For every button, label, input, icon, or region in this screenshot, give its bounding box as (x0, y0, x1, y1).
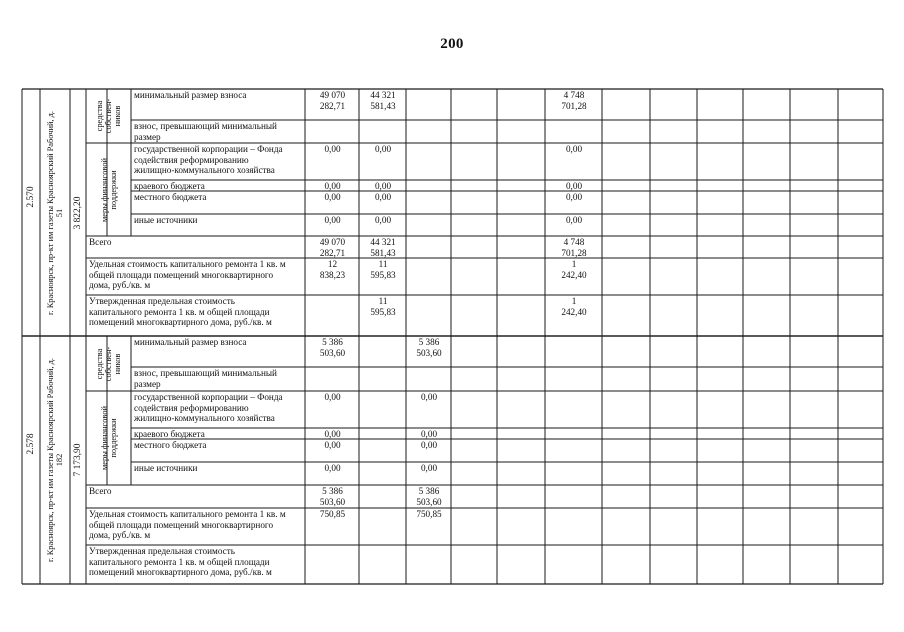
value-cell (308, 296, 357, 336)
value-cell (362, 337, 404, 367)
value-cell (500, 337, 543, 367)
row-label: Удельная стоимость капитального ремонта 1 кв. м общей площади помещений многоквартирного дома, руб./кв. м (89, 509, 286, 540)
value-cell: 5 386 503,60 (319, 486, 346, 507)
value-cell (500, 509, 543, 545)
value-cell (548, 440, 600, 462)
value-cell (409, 192, 449, 214)
value-cell: 0,00 (324, 392, 341, 402)
value-cell (454, 546, 495, 584)
value-cell (454, 181, 495, 191)
value-cell (500, 486, 543, 508)
value-cell: 0,00 (324, 215, 341, 225)
value-cell: 0,00 (565, 144, 583, 154)
value-cell: 0,00 (324, 192, 341, 202)
value-cell (548, 509, 600, 545)
value-cell (500, 144, 543, 180)
value-cell (409, 237, 449, 258)
value-cell: 0,00 (324, 181, 341, 191)
value-cell (308, 121, 357, 143)
value-cell (454, 392, 495, 428)
value-cell (409, 259, 449, 295)
value-cell (500, 368, 543, 391)
value-cell: 11 595,83 (370, 259, 396, 280)
house-area: 3 822,20 (73, 196, 83, 230)
value-cell: 44 321 581,43 (370, 90, 396, 111)
row-label: Утвержденная предельная стоимость капитального ремонта 1 кв. м общей площади помещений многоквартирного дома, руб./кв. м (89, 546, 272, 577)
value-cell: 1 242,40 (561, 259, 587, 280)
value-cell (362, 392, 404, 428)
financial-support-group: меры финансовой поддержки (99, 157, 118, 222)
value-cell (548, 546, 600, 584)
value-cell (548, 368, 600, 391)
value-cell (308, 546, 357, 584)
financial-support-group: меры финансовой поддержки (99, 406, 118, 470)
value-cell (500, 215, 543, 236)
value-cell (454, 463, 495, 485)
value-cell (500, 440, 543, 462)
row-label: краевого бюджета (134, 181, 205, 191)
value-cell: 4 748 701,28 (561, 90, 587, 111)
value-cell (454, 429, 495, 439)
value-cell (548, 392, 600, 428)
value-cell: 0,00 (324, 144, 341, 154)
row-label: минимальный размер взноса (134, 90, 247, 100)
value-cell: 750,85 (416, 509, 442, 519)
value-cell (548, 463, 600, 485)
value-cell (454, 296, 495, 336)
row-label: государственной корпорации – Фонда содействия реформированию жилищно-коммунального хозяйства (134, 144, 283, 175)
row-label: Удельная стоимость капитального ремонта 1 кв. м общей площади помещений многоквартирного дома, руб./кв. м (89, 259, 286, 290)
value-cell: 0,00 (420, 440, 438, 450)
item-number: 2.578 (26, 433, 36, 455)
value-cell (308, 368, 357, 391)
row-label: местного бюджета (134, 192, 207, 202)
owners-funds-group: средства собствен- ников (94, 98, 123, 134)
value-cell (548, 486, 600, 508)
value-cell: 0,00 (565, 192, 583, 202)
value-cell: 49 070 282,71 (319, 90, 346, 111)
value-cell: 0,00 (374, 144, 392, 154)
value-cell (500, 237, 543, 258)
value-cell (362, 509, 404, 545)
house-area: 7 173,90 (73, 443, 83, 477)
value-cell (454, 440, 495, 462)
value-cell (362, 546, 404, 584)
value-cell (500, 392, 543, 428)
value-cell: 0,00 (374, 181, 392, 191)
value-cell: 0,00 (324, 440, 341, 450)
value-cell (454, 337, 495, 367)
house-address: г. Красноярск, пр-кт им газеты Красноярский Рабочий, д. 182 (45, 358, 64, 562)
row-label: взнос, превышающий минимальный размер (134, 368, 277, 389)
value-cell: 0,00 (324, 463, 341, 473)
value-cell: 5 386 503,60 (319, 337, 346, 358)
value-cell (500, 296, 543, 336)
row-label: Утвержденная предельная стоимость капитального ремонта 1 кв. м общей площади помещений многоквартирного дома, руб./кв. м (89, 296, 272, 327)
value-cell (454, 121, 495, 143)
owners-funds-group: средства собствен- ников (94, 346, 123, 381)
value-cell (500, 121, 543, 143)
row-label: краевого бюджета (134, 429, 205, 439)
value-cell (409, 215, 449, 236)
value-cell (454, 509, 495, 545)
value-cell: 0,00 (374, 215, 392, 225)
value-cell: 4 748 701,28 (561, 237, 587, 258)
value-cell: 0,00 (374, 192, 392, 202)
value-cell (409, 144, 449, 180)
value-cell: 11 595,83 (370, 296, 396, 317)
value-cell (454, 368, 495, 391)
value-cell: 5 386 503,60 (416, 486, 442, 507)
value-cell (500, 192, 543, 214)
value-cell: 0,00 (420, 392, 438, 402)
value-cell (548, 121, 600, 143)
value-cell (409, 368, 449, 391)
value-cell (409, 90, 449, 120)
house-address: г. Красноярск, пр-кт им газеты Красноярский Рабочий, д. 51 (45, 111, 64, 315)
value-cell: 0,00 (420, 463, 438, 473)
row-label: минимальный размер взноса (134, 337, 247, 347)
value-cell (454, 237, 495, 258)
value-cell (454, 259, 495, 295)
value-cell (409, 121, 449, 143)
value-cell: 0,00 (420, 429, 438, 439)
value-cell: 5 386 503,60 (416, 337, 442, 358)
value-cell: 750,85 (319, 509, 346, 519)
value-cell (500, 90, 543, 120)
value-cell (454, 192, 495, 214)
row-label: взнос, превышающий минимальный размер (134, 121, 277, 142)
value-cell: 1 242,40 (561, 296, 587, 317)
value-cell (362, 486, 404, 508)
row-label: Всего (89, 237, 112, 247)
value-cell: 44 321 581,43 (370, 237, 396, 258)
value-cell: 0,00 (565, 215, 583, 225)
value-cell (454, 215, 495, 236)
value-cell (362, 368, 404, 391)
row-label: государственной корпорации – Фонда содействия реформированию жилищно-коммунального хозяйства (134, 392, 283, 423)
row-label: Всего (89, 486, 112, 496)
value-cell: 0,00 (324, 429, 341, 439)
row-label: местного бюджета (134, 440, 207, 450)
value-cell (409, 296, 449, 336)
value-cell (454, 90, 495, 120)
value-cell (500, 546, 543, 584)
value-cell (454, 144, 495, 180)
value-cell (500, 429, 543, 439)
value-cell (362, 429, 404, 439)
value-cell: 0,00 (565, 181, 583, 191)
value-cell (362, 440, 404, 462)
value-cell (409, 546, 449, 584)
row-label: иные источники (134, 463, 198, 473)
value-cell (454, 486, 495, 508)
value-cell (548, 429, 600, 439)
item-number: 2.570 (26, 186, 36, 208)
value-cell (362, 463, 404, 485)
value-cell (500, 181, 543, 191)
value-cell (548, 337, 600, 367)
value-cell: 12 838,23 (319, 259, 346, 280)
value-cell (362, 121, 404, 143)
page-number: 200 (440, 36, 464, 52)
value-cell: 49 070 282,71 (319, 237, 346, 258)
row-label: иные источники (134, 215, 198, 225)
value-cell (500, 259, 543, 295)
value-cell (409, 181, 449, 191)
value-cell (500, 463, 543, 485)
